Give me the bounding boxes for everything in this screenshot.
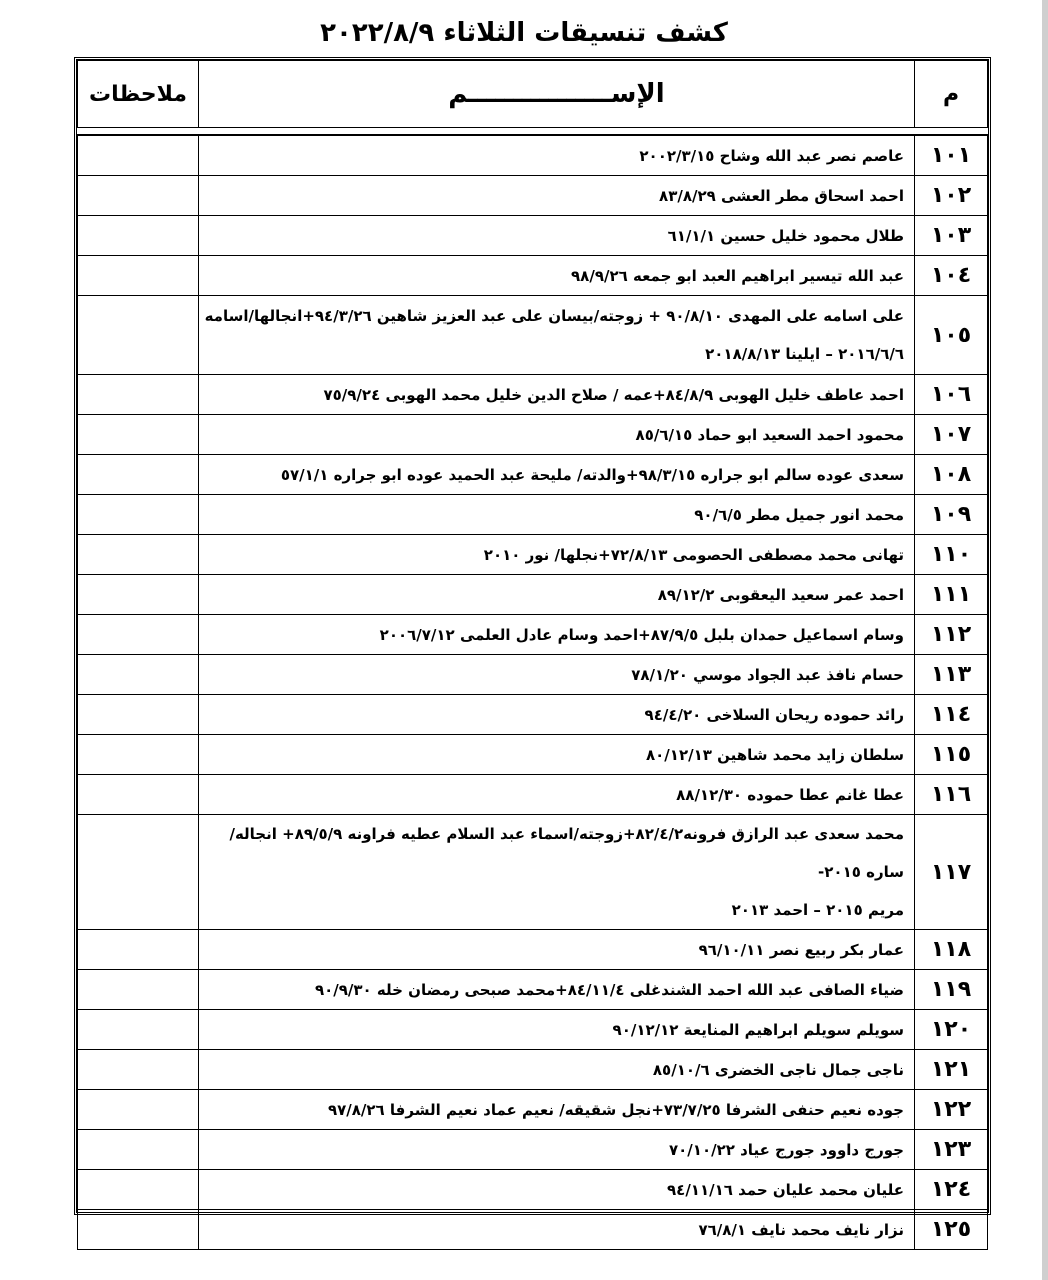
row-notes-cell	[78, 815, 199, 930]
row-notes-cell	[78, 655, 199, 695]
row-notes-cell	[78, 535, 199, 575]
row-name-line: جوده نعيم حنفى الشرفا ٧٣/٧/٢٥+نجل شقيقه/ نعيم عماد نعيم الشرفا ٩٧/٨/٢٦	[327, 1100, 904, 1119]
table-row	[78, 970, 988, 1010]
row-name-line: سلطان زايد محمد شاهين ٨٠/١٢/١٣	[646, 745, 904, 764]
row-number: ١١٢	[915, 615, 988, 655]
table-row	[78, 1210, 988, 1250]
row-notes-cell	[78, 296, 199, 375]
row-name-line: محمد سعدى عبد الرازق فرونه٨٢/٤/٢+زوجته/اسماء عبد السلام عطيه فراونه ٨٩/٥/٩+ انجاله/ ساره ٢٠١٥-	[229, 825, 904, 881]
table-row	[78, 930, 988, 970]
row-name-cell	[199, 1130, 915, 1170]
row-name-line: عبد الله تيسير ابراهيم العبد ابو جمعه ٩٨/٩/٢٦	[571, 266, 904, 285]
row-number: ١١١	[915, 575, 988, 615]
table-row	[78, 695, 988, 735]
row-name-line: عاصم نصر عبد الله وشاح ٢٠٠٢/٣/١٥	[639, 146, 904, 165]
row-notes-cell	[78, 930, 199, 970]
row-notes-cell	[78, 1090, 199, 1130]
row-name-cell	[199, 415, 915, 455]
row-notes-cell	[78, 735, 199, 775]
row-name-line: سعدى عوده سالم ابو جراره ٩٨/٣/١٥+والدته/ مليحة عبد الحميد عوده ابو جراره ٥٧/١/١	[280, 465, 904, 484]
table-row	[78, 415, 988, 455]
page-title: كشف تنسيقات الثلاثاء ٢٠٢٢/٨/٩	[320, 18, 728, 48]
table-row	[78, 535, 988, 575]
row-notes-cell	[78, 176, 199, 216]
row-name-line: وسام اسماعيل حمدان بلبل ٨٧/٩/٥+احمد وسام عادل العلمى ٢٠٠٦/٧/١٢	[379, 625, 904, 644]
row-number: ١٢٠	[915, 1010, 988, 1050]
table-row	[78, 455, 988, 495]
row-notes-cell	[78, 1130, 199, 1170]
row-name-cell	[199, 1010, 915, 1050]
row-name-line: سويلم سويلم ابراهيم المنايعة ٩٠/١٢/١٢	[612, 1020, 904, 1039]
header-name: الإســــــــــــــــم	[199, 61, 915, 128]
row-number: ١١٧	[915, 815, 988, 930]
table-row	[78, 775, 988, 815]
row-number: ١١٨	[915, 930, 988, 970]
row-number: ١١٩	[915, 970, 988, 1010]
row-name-line: ضياء الصافى عبد الله احمد الشندغلى ٨٤/١١/٤+محمد صبحى رمضان خله ٩٠/٩/٣٠	[314, 980, 904, 999]
table-body	[78, 135, 988, 1250]
table-row	[78, 375, 988, 415]
coordination-table-frame	[74, 57, 991, 1242]
row-name-line: محمود احمد السعيد ابو حماد ٨٥/٦/١٥	[635, 425, 904, 444]
row-name-line: ناجى جمال ناجى الخضرى ٨٥/١٠/٦	[652, 1060, 904, 1079]
table-row	[78, 1090, 988, 1130]
row-name-cell	[199, 695, 915, 735]
row-name-cell	[199, 1210, 915, 1250]
table-row	[78, 815, 988, 930]
row-notes-cell	[78, 970, 199, 1010]
row-number: ١٠٩	[915, 495, 988, 535]
row-name-line: احمد اسحاق مطر العشى ٨٣/٨/٢٩	[659, 186, 904, 205]
row-name-cell	[199, 1050, 915, 1090]
row-number: ١١٤	[915, 695, 988, 735]
header-separator	[78, 128, 988, 136]
row-name-cell	[199, 135, 915, 176]
row-notes-cell	[78, 375, 199, 415]
row-number: ١٠١	[915, 135, 988, 176]
row-notes-cell	[78, 615, 199, 655]
row-name-line: حسام نافذ عبد الجواد موسي ٧٨/١/٢٠	[631, 665, 904, 684]
row-name-cell	[199, 176, 915, 216]
table-row	[78, 615, 988, 655]
row-name-cell	[199, 615, 915, 655]
row-name-line: احمد عمر سعيد اليعقوبى ٨٩/١٢/٢	[657, 585, 904, 604]
row-name-cell	[199, 575, 915, 615]
table-row	[78, 1130, 988, 1170]
row-name-line: نزار نايف محمد نايف ٧٦/٨/١	[698, 1220, 904, 1239]
table-row	[78, 735, 988, 775]
header-row	[78, 61, 988, 128]
row-name-cell	[199, 775, 915, 815]
row-name-cell	[199, 1090, 915, 1130]
row-name-cell	[199, 375, 915, 415]
row-name-cell	[199, 815, 915, 930]
table-row	[78, 575, 988, 615]
row-notes-cell	[78, 256, 199, 296]
row-notes-cell	[78, 1170, 199, 1210]
table-row	[78, 256, 988, 296]
row-name-line: مريم ٢٠١٥ – احمد ٢٠١٣	[731, 901, 904, 919]
row-notes-cell	[78, 455, 199, 495]
row-name-cell	[199, 735, 915, 775]
row-notes-cell	[78, 1050, 199, 1090]
row-name-line: عمار بكر ربيع نصر ٩٦/١٠/١١	[698, 940, 904, 959]
header-notes: ملاحظات	[78, 61, 199, 128]
row-name-line: عطا غانم عطا حموده ٨٨/١٢/٣٠	[676, 785, 904, 804]
table-row	[78, 495, 988, 535]
row-name-line: ٢٠١٦/٦/٦ – ايلينا ٢٠١٨/٨/١٣	[705, 345, 904, 363]
table-row	[78, 1170, 988, 1210]
header-number: م	[915, 61, 988, 128]
row-name-line: طلال محمود خليل حسين ٦١/١/١	[667, 226, 904, 245]
row-name-cell	[199, 1170, 915, 1210]
row-name-cell	[199, 256, 915, 296]
row-notes-cell	[78, 415, 199, 455]
row-notes-cell	[78, 495, 199, 535]
row-number: ١١٠	[915, 535, 988, 575]
row-number: ١٠٦	[915, 375, 988, 415]
row-notes-cell	[78, 1210, 199, 1250]
row-notes-cell	[78, 695, 199, 735]
row-name-cell	[199, 930, 915, 970]
row-name-cell	[199, 495, 915, 535]
row-name-line: رائد حموده ريحان السلاخى ٩٤/٤/٢٠	[644, 705, 904, 724]
table-row	[78, 655, 988, 695]
row-number: ١٠٨	[915, 455, 988, 495]
row-number: ١٢٢	[915, 1090, 988, 1130]
table-row	[78, 296, 988, 375]
row-notes-cell	[78, 1010, 199, 1050]
row-notes-cell	[78, 775, 199, 815]
row-notes-cell	[78, 216, 199, 256]
coordination-table	[77, 60, 988, 1250]
row-number: ١٢٥	[915, 1210, 988, 1250]
table-row	[78, 216, 988, 256]
row-notes-cell	[78, 575, 199, 615]
row-name-line: على اسامه على المهدى ٩٠/٨/١٠ + زوجته/بيسان على عبد العزيز شاهين ٩٤/٣/٢٦+انجالها/اسامه	[204, 307, 904, 325]
table-row	[78, 1050, 988, 1090]
row-number: ١٠٥	[915, 296, 988, 375]
row-number: ١١٥	[915, 735, 988, 775]
row-name-cell	[199, 655, 915, 695]
row-name-cell	[199, 296, 915, 375]
row-number: ١٠٧	[915, 415, 988, 455]
row-number: ١٢١	[915, 1050, 988, 1090]
row-name-cell	[199, 970, 915, 1010]
row-name-cell	[199, 535, 915, 575]
table-row	[78, 135, 988, 176]
row-name-cell	[199, 455, 915, 495]
row-name-line: محمد انور جميل مطر ٩٠/٦/٥	[694, 505, 904, 524]
row-number: ١٢٤	[915, 1170, 988, 1210]
row-number: ١٢٣	[915, 1130, 988, 1170]
row-name-line: عليان محمد عليان حمد ٩٤/١١/١٦	[667, 1180, 904, 1199]
table-row	[78, 1010, 988, 1050]
row-notes-cell	[78, 135, 199, 176]
row-number: ١٠٢	[915, 176, 988, 216]
row-number: ١١٦	[915, 775, 988, 815]
table-row	[78, 176, 988, 216]
row-name-line: احمد عاطف خليل الهوبى ٨٤/٨/٩+عمه / صلاح الدين خليل محمد الهوبى ٧٥/٩/٢٤	[323, 385, 904, 404]
row-name-cell	[199, 216, 915, 256]
row-name-line: جورج داوود جورج عياد ٧٠/١٠/٢٢	[669, 1140, 904, 1159]
row-number: ١١٣	[915, 655, 988, 695]
row-name-line: تهانى محمد مصطفى الحصومى ٧٢/٨/١٣+نجلها/ نور ٢٠١٠	[483, 545, 904, 564]
row-number: ١٠٤	[915, 256, 988, 296]
row-number: ١٠٣	[915, 216, 988, 256]
